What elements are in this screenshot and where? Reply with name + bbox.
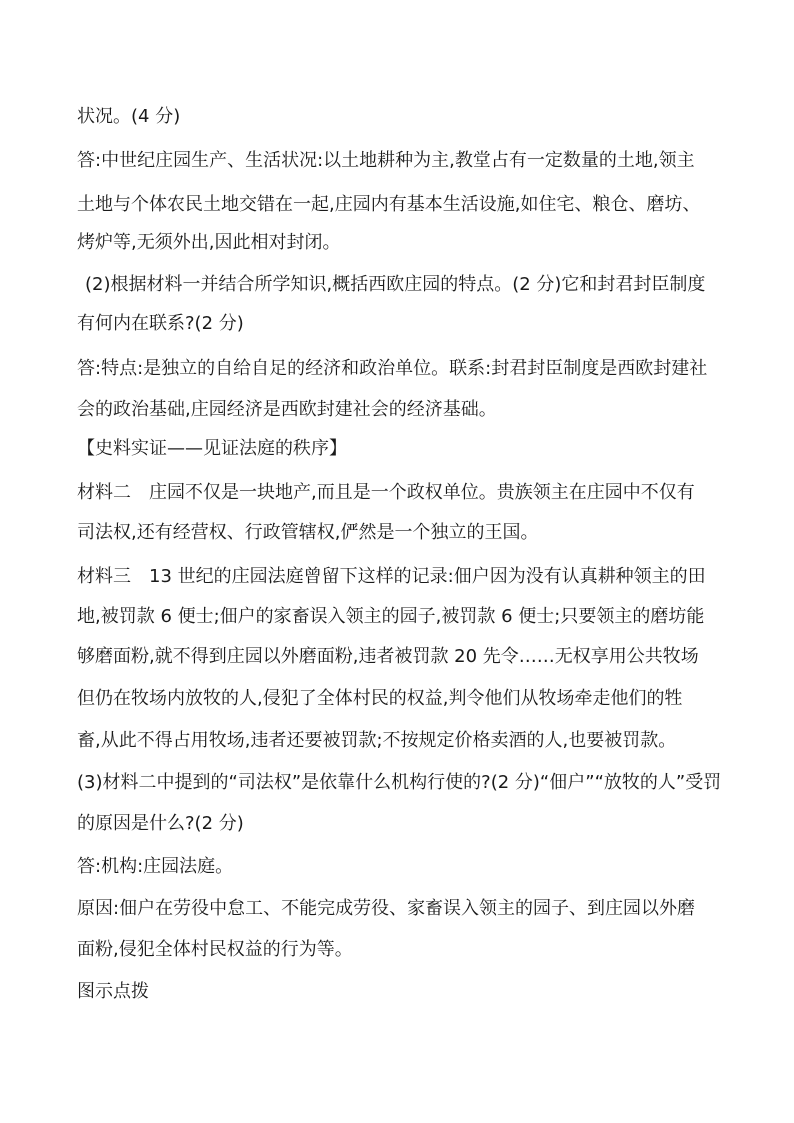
material-2-line-1: 材料二 庄园不仅是一块地产,而且是一个政权单位。贵族领主在庄园中不仅有 bbox=[77, 482, 695, 503]
section-heading: 【史料实证——见证法庭的秩序】 bbox=[77, 438, 347, 459]
answer-3-reason-line-2: 面粉,侵犯全体村民权益的行为等。 bbox=[77, 939, 353, 960]
answer-3-institution: 答:机构:庄园法庭。 bbox=[77, 856, 234, 877]
material-3-line-1: 材料三 13 世纪的庄园法庭曾留下这样的记录:佃户因为没有认真耕种领主的田 bbox=[77, 566, 706, 587]
material-2-line-2: 司法权,还有经营权、行政管辖权,俨然是一个独立的王国。 bbox=[77, 522, 539, 543]
material-3-line-4: 但仍在牧场内放牧的人,侵犯了全体村民的权益,判令他们从牧场牵走他们的牲 bbox=[77, 688, 683, 709]
material-3-line-5: 畜,从此不得占用牧场,违者还要被罚款;不按规定价格卖酒的人,也要被罚款。 bbox=[77, 730, 677, 751]
diagram-tip-heading: 图示点拨 bbox=[77, 981, 149, 1002]
material-3-line-2: 地,被罚款 6 便士;佃户的家畜误入领主的园子,被罚款 6 便士;只要领主的磨坊能 bbox=[77, 606, 705, 627]
question-3-line-2: 的原因是什么?(2 分) bbox=[77, 813, 244, 834]
answer-2-line-1: 答:特点:是独立的自给自足的经济和政治单位。联系:封君封臣制度是西欧封建社 bbox=[77, 358, 708, 379]
question-3-line-1: (3)材料二中提到的“司法权”是依靠什么机构行使的?(2 分)“佃户”“放牧的人”受罚 bbox=[77, 772, 722, 793]
answer-line-3: 烤炉等,无须外出,因此相对封闭。 bbox=[77, 232, 341, 253]
answer-2-line-2: 会的政治基础,庄园经济是西欧封建社会的经济基础。 bbox=[77, 399, 497, 420]
answer-3-reason-line-1: 原因:佃户在劳役中怠工、不能完成劳役、家畜误入领主的园子、到庄园以外磨 bbox=[77, 898, 696, 919]
question-2-line-1: (2)根据材料一并结合所学知识,概括西欧庄园的特点。(2 分)它和封君封臣制度 bbox=[85, 274, 706, 295]
question-2-line-2: 有何内在联系?(2 分) bbox=[77, 313, 244, 334]
text-line-status: 状况。(4 分) bbox=[77, 106, 181, 127]
answer-line-1: 答:中世纪庄园生产、生活状况:以土地耕种为主,教堂占有一定数量的土地,领主 bbox=[77, 150, 695, 171]
material-3-line-3: 够磨面粉,就不得到庄园以外磨面粉,违者被罚款 20 先令……无权享用公共牧场 bbox=[77, 646, 699, 667]
answer-line-2: 土地与个体农民土地交错在一起,庄园内有基本生活设施,如住宅、粮仓、磨坊、 bbox=[77, 194, 701, 215]
